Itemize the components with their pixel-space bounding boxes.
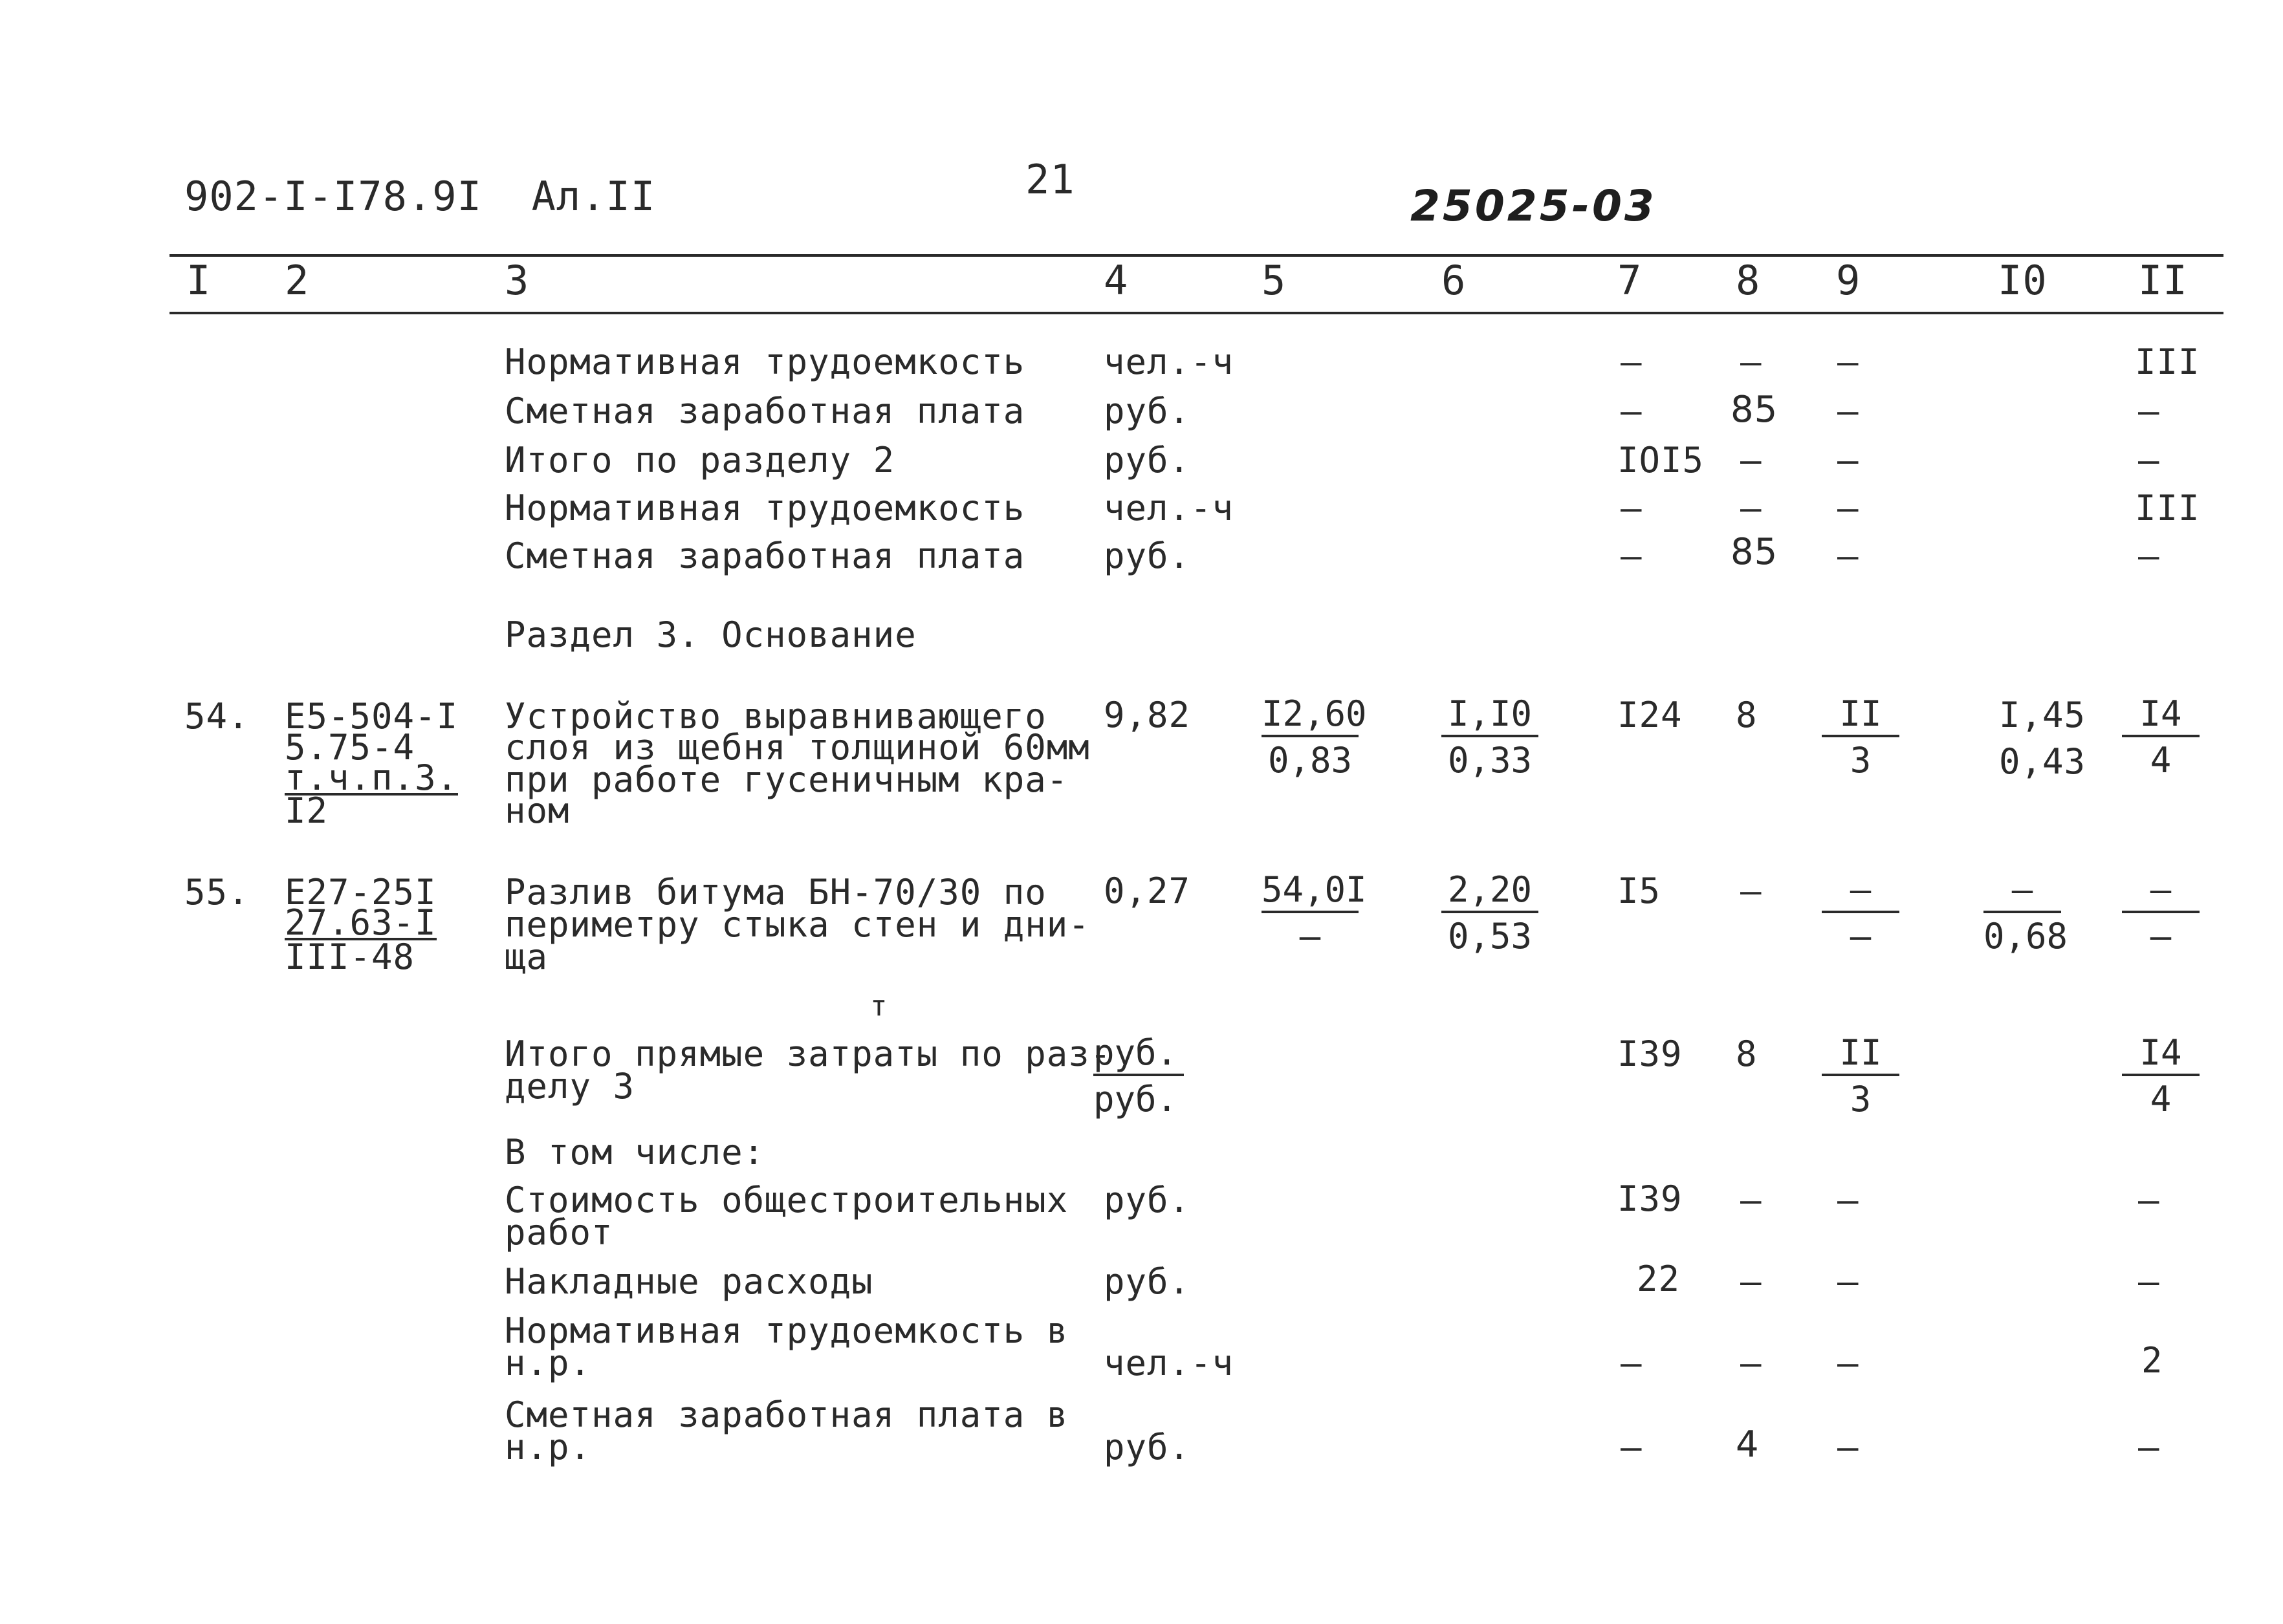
breakdown-col7: – (1621, 1343, 1643, 1383)
norm-code-line: III-48 (285, 937, 415, 977)
labor-total-value: I4 (2122, 697, 2200, 737)
work-description-line: Разлив битума БН-70/30 по (505, 872, 1047, 913)
summary-unit: чел.-ч (1104, 341, 1234, 382)
summary-col8: – (1740, 440, 1762, 481)
labor-total-machine: 4 (2150, 740, 2172, 781)
machine-cost-fraction (1441, 869, 1538, 957)
column-header-9: 9 (1836, 257, 1861, 304)
wages-cost: 8 (1736, 695, 1758, 735)
column-header-2: 2 (285, 257, 310, 304)
breakdown-col11: – (2138, 1427, 2160, 1467)
work-description-line: ща (505, 937, 549, 977)
stray-mark: т (870, 990, 888, 1023)
summary-col7: – (1621, 341, 1643, 382)
quantity: 0,27 (1104, 871, 1191, 911)
breakdown-label-line: н.р. (505, 1427, 592, 1467)
summary-col9: – (1837, 341, 1859, 382)
summary-col7: – (1621, 536, 1643, 576)
machine-total-wages: – (1850, 916, 1872, 957)
labor-total-machine: – (2150, 916, 2172, 957)
header-bottom-rule (169, 312, 2223, 314)
unit-cost-wages: 0,83 (1267, 740, 1353, 781)
summary-unit: руб. (1104, 391, 1191, 431)
total-col9-fraction (1822, 1032, 1899, 1120)
sheet-code-handwritten: 25025-03 (1410, 181, 1657, 231)
breakdown-unit: чел.-ч (1104, 1343, 1234, 1383)
breakdown-col8: – (1740, 1180, 1762, 1220)
summary-col8: – (1740, 488, 1762, 528)
column-header-10: I0 (1998, 257, 2048, 304)
summary-label: Сметная заработная плата (505, 391, 1025, 431)
work-description-line: слоя из щебня толщиной 60мм (505, 727, 1090, 768)
labor-norm-machine: 0,68 (1983, 916, 2068, 957)
breakdown-label-line: Нормативная трудоемкость в (505, 1310, 1069, 1351)
including-label: В том числе: (505, 1132, 765, 1173)
labor-total-value: – (2122, 873, 2200, 913)
summary-unit: чел.-ч (1104, 488, 1234, 528)
summary-unit: руб. (1104, 440, 1191, 481)
wages-cost: – (1740, 871, 1762, 911)
machine-cost-total: 2,20 (1441, 873, 1538, 913)
column-header-4: 4 (1104, 257, 1129, 304)
total-cost: I5 (1617, 871, 1661, 911)
breakdown-col7: 22 (1637, 1259, 1681, 1299)
column-header-8: 8 (1736, 257, 1761, 304)
breakdown-col9: – (1837, 1180, 1859, 1220)
total-unit-fraction (1093, 1032, 1184, 1120)
summary-label: Итого по разделу 2 (505, 440, 895, 481)
total-col8: 8 (1736, 1034, 1758, 1074)
summary-col7: IOI5 (1617, 440, 1705, 481)
total-unit-top: руб. (1093, 1036, 1184, 1076)
unit-cost-total: I2,60 (1262, 697, 1359, 737)
labor-norm-top: I,45 (1999, 695, 2086, 735)
unit-cost-wages: – (1299, 916, 1321, 957)
header-top-rule (169, 254, 2223, 257)
summary-label: Нормативная трудоемкость (505, 488, 1025, 528)
column-header-3: 3 (505, 257, 530, 304)
norm-code-line: Е5-504-I (285, 696, 459, 737)
summary-label: Нормативная трудоемкость (505, 341, 1025, 382)
breakdown-col9: – (1837, 1261, 1859, 1302)
breakdown-col8: 4 (1736, 1424, 1760, 1466)
breakdown-unit: руб. (1104, 1180, 1191, 1220)
breakdown-col8: – (1740, 1261, 1762, 1302)
summary-col11: III (2135, 488, 2200, 528)
row-number: 55. (184, 872, 250, 913)
work-description-line: ном (505, 790, 570, 831)
summary-col9: – (1837, 440, 1859, 481)
machine-cost-wages: 0,53 (1447, 916, 1533, 957)
machine-cost-wages: 0,33 (1447, 740, 1533, 781)
labor-norm-value: – (1983, 873, 2061, 913)
work-description-line: при работе гусеничным кра- (505, 759, 1069, 800)
breakdown-label-line: Стоимость общестроительных (505, 1180, 1069, 1220)
breakdown-col8: – (1740, 1343, 1762, 1383)
column-header-1: I (186, 257, 212, 304)
summary-col11: – (2138, 536, 2160, 576)
breakdown-col7: – (1621, 1427, 1643, 1467)
total-col9-bottom: 3 (1850, 1079, 1872, 1120)
page-number: 21 (1025, 156, 1075, 203)
summary-col8: 85 (1731, 389, 1778, 431)
machine-total-fraction (1822, 693, 1899, 781)
labor-norm-fraction (1983, 869, 2068, 957)
column-header-5: 5 (1262, 257, 1287, 304)
summary-label: Сметная заработная плата (505, 536, 1025, 576)
breakdown-col7: I39 (1617, 1178, 1683, 1219)
breakdown-label-line: работ (505, 1212, 613, 1253)
breakdown-unit: руб. (1104, 1261, 1191, 1302)
breakdown-label-line: н.р. (505, 1343, 592, 1383)
total-unit-bottom: руб. (1093, 1079, 1178, 1120)
total-col11-fraction (2122, 1032, 2200, 1120)
norm-code-line: т.ч.п.3. (285, 757, 459, 798)
norm-code-line: I2 (285, 790, 329, 831)
norm-code-line: Е27-25I (285, 872, 437, 913)
section-title: Раздел 3. Основание (505, 614, 917, 655)
total-col11-top: I4 (2122, 1036, 2200, 1076)
breakdown-label-line: Сметная заработная плата в (505, 1394, 1069, 1435)
total-col11-bottom: 4 (2150, 1079, 2172, 1120)
norm-code-line: 5.75-4 (285, 727, 415, 768)
breakdown-col11: 2 (2141, 1340, 2163, 1381)
breakdown-unit: руб. (1104, 1427, 1191, 1467)
summary-unit: руб. (1104, 536, 1191, 576)
total-description-line: Итого прямые затраты по раз- (505, 1034, 1112, 1074)
quantity: 9,82 (1104, 695, 1191, 735)
breakdown-col9: – (1837, 1427, 1859, 1467)
work-description-line: периметру стыка стен и дни- (505, 904, 1090, 945)
unit-cost-fraction (1262, 869, 1367, 957)
labor-total-fraction (2122, 869, 2200, 957)
summary-col8: 85 (1731, 531, 1778, 573)
labor-norm-bottom: 0,43 (1999, 741, 2086, 782)
summary-col11: – (2138, 391, 2160, 431)
document-code: 902-I-I78.9I Ал.II (184, 173, 656, 220)
column-header-11: II (2138, 257, 2188, 304)
summary-col9: – (1837, 488, 1859, 528)
breakdown-col11: – (2138, 1261, 2160, 1302)
total-description-line: делу 3 (505, 1066, 635, 1107)
summary-col8: – (1740, 341, 1762, 382)
column-header-7: 7 (1617, 257, 1643, 304)
summary-col9: – (1837, 536, 1859, 576)
machine-total-fraction (1822, 869, 1899, 957)
breakdown-col11: – (2138, 1180, 2160, 1220)
machine-cost-fraction (1441, 693, 1538, 781)
machine-total-wages: 3 (1850, 740, 1872, 781)
unit-cost-fraction (1262, 693, 1367, 781)
breakdown-label-line: Накладные расходы (505, 1261, 873, 1302)
column-header-6: 6 (1441, 257, 1467, 304)
machine-total-value: II (1822, 697, 1899, 737)
unit-cost-total: 54,0I (1262, 873, 1359, 913)
work-description-line: Устройство выравнивающего (505, 696, 1047, 737)
summary-col9: – (1837, 391, 1859, 431)
total-col9-top: II (1822, 1036, 1899, 1076)
breakdown-col9: – (1837, 1343, 1859, 1383)
summary-col11: – (2138, 440, 2160, 481)
summary-col7: – (1621, 488, 1643, 528)
machine-cost-total: I,I0 (1441, 697, 1538, 737)
machine-total-value: – (1822, 873, 1899, 913)
norm-code-line: 27.63-I (285, 902, 437, 943)
total-cost: I24 (1617, 695, 1683, 735)
labor-total-fraction (2122, 693, 2200, 781)
row-number: 54. (184, 696, 250, 737)
summary-col7: – (1621, 391, 1643, 431)
total-col7: I39 (1617, 1034, 1683, 1074)
summary-col11: III (2135, 341, 2200, 382)
